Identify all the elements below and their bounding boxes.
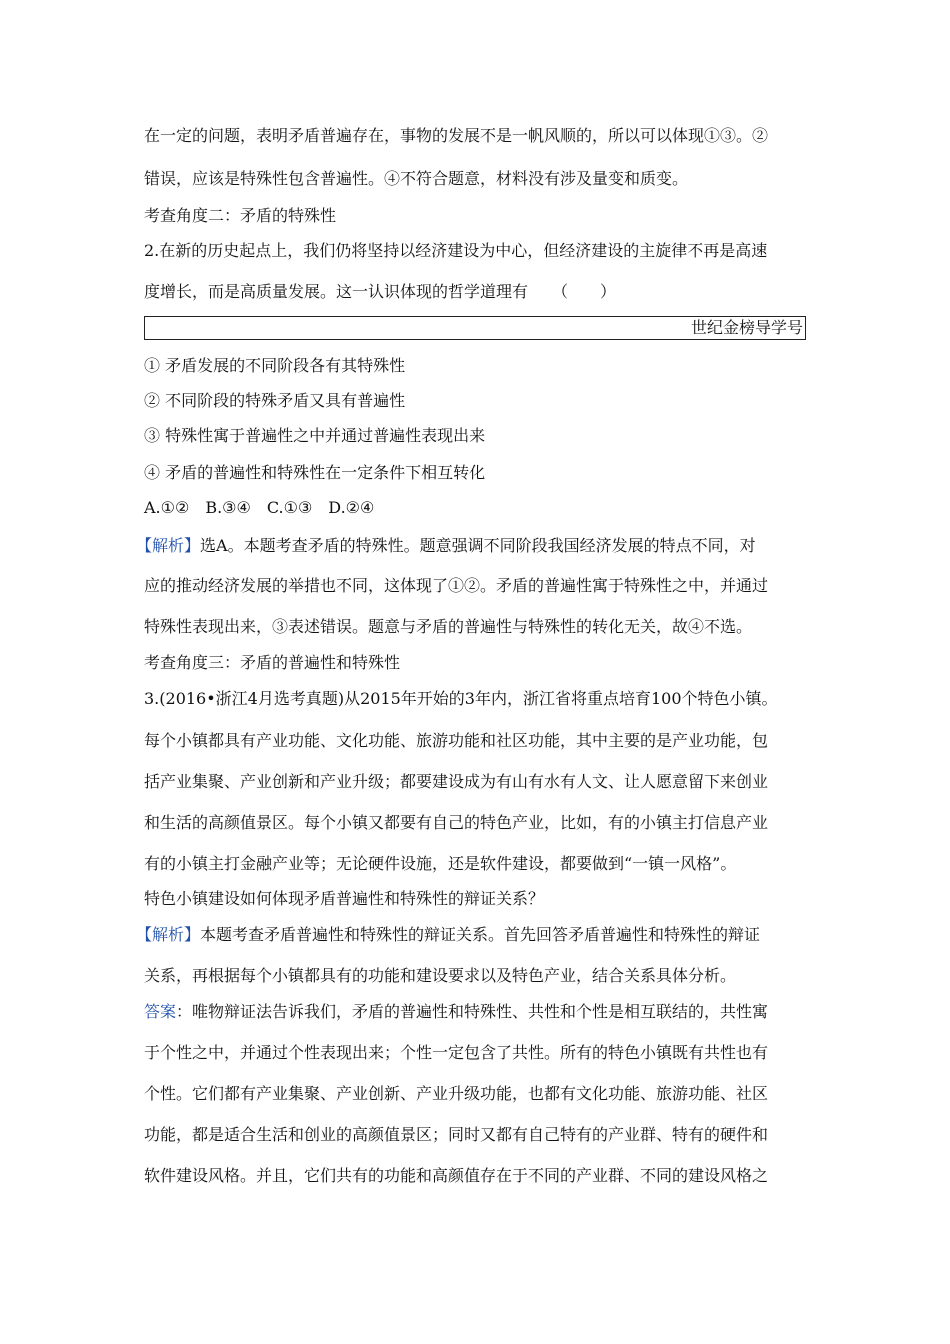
option-item: ② 不同阶段的特殊矛盾又具有普遍性 (144, 391, 406, 410)
question-text: 每个小镇都具有产业功能、文化功能、旅游功能和社区功能，其中主要的是产业功能，包 (144, 731, 769, 750)
text-line: 在一定的问题，表明矛盾普遍存在，事物的发展不是一帆风顺的，所以可以体现①③。② (144, 126, 769, 145)
answer-text: 个性。它们都有产业集聚、产业创新、产业升级功能，也都有文化功能、旅游功能、社区 (144, 1084, 769, 1103)
option-item: ① 矛盾发展的不同阶段各有其特殊性 (144, 356, 406, 375)
question-text: 括产业集聚、产业创新和产业升级；都要建设成为有山有水有人文、让人愿意留下来创业 (144, 772, 769, 791)
analysis-text: 关系，再根据每个小镇都具有的功能和建设要求以及特色产业，结合关系具体分析。 (144, 966, 737, 985)
analysis-paragraph (136, 924, 760, 946)
reference-banner (144, 316, 806, 340)
answer-text: 功能，都是适合生活和创业的高颜值景区；同时又都有自己特有的产业群、特有的硬件和 (144, 1125, 769, 1144)
answer-text: 软件建设风格。并且，它们共有的功能和高颜值存在于不同的产业群、不同的建设风格之 (144, 1166, 769, 1185)
analysis-text: 特殊性表现出来，③表述错误。题意与矛盾的普遍性与特殊性的转化无关，故④不选。 (144, 617, 753, 636)
question-text: 有的小镇主打金融产业等；无论硬件设施，还是软件建设，都要做到“一镇一风格”。 (144, 854, 737, 873)
section-heading: 考查角度三：矛盾的普遍性和特殊性 (144, 653, 401, 672)
answer-paragraph (144, 1001, 768, 1023)
banner-label: 世纪金榜导学号 (690, 318, 803, 337)
text-line: 错误，应该是特殊性包含普遍性。④不符合题意，材料没有涉及量变和质变。 (144, 169, 689, 188)
analysis-text: 选A。本题考查矛盾的特殊性。题意强调不同阶段我国经济发展的特点不同，对 (200, 536, 756, 555)
answer-text: ：唯物辩证法告诉我们，矛盾的普遍性和特殊性、共性和个性是相互联结的，共性寓 (176, 1002, 769, 1021)
section-heading: 考查角度二：矛盾的特殊性 (144, 206, 337, 225)
analysis-tag: 【解析】 (136, 536, 201, 555)
analysis-text: 应的推动经济发展的举措也不同，这体现了①②。矛盾的普遍性寓于特殊性之中，并通过 (144, 576, 769, 595)
question-text: 度增长，而是高质量发展。这一认识体现的哲学道理有 （ ） (144, 282, 617, 301)
analysis-text: 本题考查矛盾普遍性和特殊性的辩证关系。首先回答矛盾普遍性和特殊性的辩证 (200, 925, 761, 944)
question-text: 和生活的高颜值景区。每个小镇又都要有自己的特色产业，比如，有的小镇主打信息产业 (144, 813, 769, 832)
question-text: 3.(2016•浙江4月选考真题)从2015年开始的3年内，浙江省将重点培育100个特色小镇。 (144, 689, 778, 708)
option-item: ③ 特殊性寓于普遍性之中并通过普遍性表现出来 (144, 426, 486, 445)
question-text: 2.在新的历史起点上，我们仍将坚持以经济建设为中心，但经济建设的主旋律不再是高速 (144, 241, 768, 260)
question-prompt: 特色小镇建设如何体现矛盾普遍性和特殊性的辩证关系？ (144, 889, 545, 908)
analysis-tag: 【解析】 (136, 925, 201, 944)
answer-tag: 答案 (144, 1002, 177, 1021)
answer-choices: A.①② B.③④ C.①③ D.②④ (144, 498, 375, 517)
analysis-paragraph (136, 535, 756, 557)
answer-text: 于个性之中，并通过个性表现出来；个性一定包含了共性。所有的特色小镇既有共性也有 (144, 1043, 769, 1062)
option-item: ④ 矛盾的普遍性和特殊性在一定条件下相互转化 (144, 463, 486, 482)
